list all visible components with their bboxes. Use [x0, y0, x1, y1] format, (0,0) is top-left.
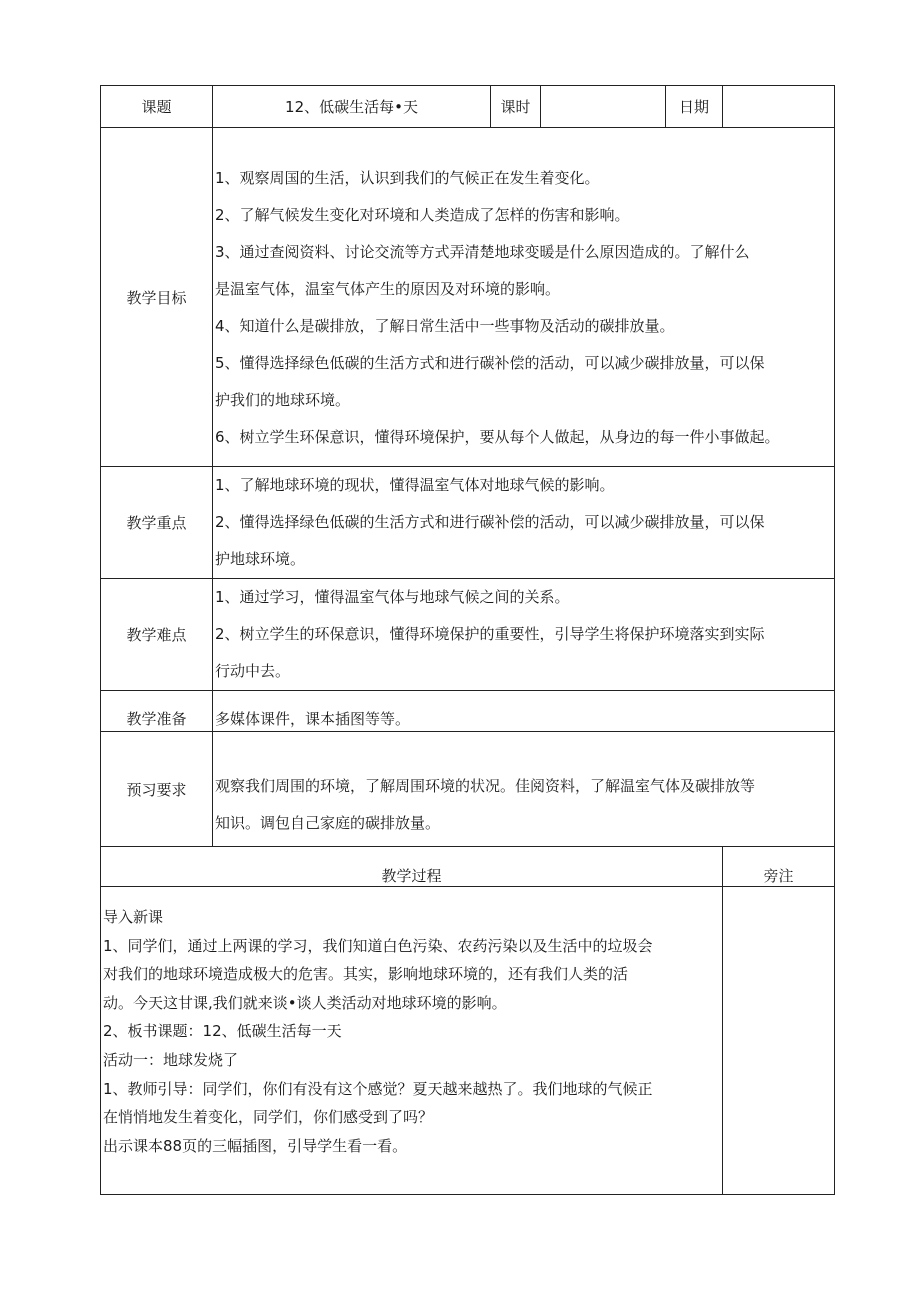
- date-label: 日期: [666, 86, 723, 128]
- preparation-label: 教学准备: [101, 691, 213, 732]
- key-points-content: [213, 467, 835, 579]
- process-line: 动。今天这甘课,我们就来谈•谈人类活动对地球环境的影响。: [103, 993, 507, 1012]
- difficulties-label: 教学难点: [101, 579, 213, 691]
- lesson-plan-table: [100, 85, 835, 1195]
- goals-line: 6、树立学生环保意识，懂得环境保护，要从每个人做起，从身边的每一件小事做起。: [215, 428, 780, 446]
- process-line: 导入新课: [103, 908, 164, 926]
- topic-value: 12、低碳生活每•天: [213, 86, 491, 128]
- process-line: 活动一：地球发烧了: [103, 1050, 239, 1069]
- preparation-row: [101, 691, 835, 732]
- key-points-line: 护地球环境。: [215, 550, 306, 568]
- process-line: 1、教师引导：同学们，你们有没有这个感觉？夏天越来越热了。我们地球的气候正: [103, 1079, 653, 1098]
- difficulties-line: 2、树立学生的环保意识，懂得环境保护的重要性，引导学生将保护环境落实到实际: [215, 625, 765, 643]
- process-body-row: [101, 887, 835, 1195]
- difficulties-row: [101, 579, 835, 691]
- key-points-label: 教学重点: [101, 467, 213, 579]
- process-line: 对我们的地球环境造成极大的危害。其实，影响地球环境的，还有我们人类的活: [103, 965, 629, 984]
- goals-row: [101, 128, 835, 467]
- key-points-row: [101, 467, 835, 579]
- difficulties-line: 行动中去。: [215, 662, 291, 680]
- process-line: 2、板书课题：12、低碳生活每一天: [103, 1022, 342, 1041]
- header-row: [101, 86, 835, 128]
- preparation-content: 多媒体课件，课本插图等等。: [213, 691, 835, 732]
- topic-label: 课题: [101, 86, 213, 128]
- process-line: 在悄悄地发生着变化，同学们，你们感受到了吗？: [103, 1108, 434, 1127]
- lesson-plan-page: [100, 85, 834, 1195]
- goals-line: 5、懂得选择绿色低碳的生活方式和进行碳补偿的活动，可以减少碳排放量，可以保: [215, 354, 765, 372]
- key-points-line: 2、懂得选择绿色低碳的生活方式和进行碳补偿的活动，可以减少碳排放量，可以保: [215, 513, 765, 531]
- process-line: 1、同学们，通过上两课的学习，我们知道白色污染、农药污染以及生活中的垃圾会: [103, 936, 653, 955]
- preview-line: 观察我们周围的环境，了解周围环境的状况。佳阅资料，了解温室气体及碳排放等: [215, 777, 756, 795]
- goals-line: 4、知道什么是碳排放，了解日常生活中一些事物及活动的碳排放量。: [215, 317, 675, 335]
- preview-row: [101, 732, 835, 847]
- date-value: [723, 86, 835, 128]
- goals-line: 2、了解气候发生变化对环境和人类造成了怎样的伤害和影响。: [215, 206, 630, 224]
- key-points-line: 1、了解地球环境的现状，懂得温室气体对地球气候的影响。: [215, 476, 615, 494]
- preview-line: 知识。调包自己家庭的碳排放量。: [215, 814, 441, 832]
- process-header: 教学过程: [101, 847, 723, 887]
- preview-label: 预习要求: [101, 732, 213, 847]
- goals-line: 是温室气体，温室气体产生的原因及对环境的影响。: [215, 280, 561, 298]
- goals-line: 1、观察周国的生活，认识到我们的气候正在发生着变化。: [215, 169, 600, 187]
- notes-header: 旁注: [723, 847, 835, 887]
- period-label: 课时: [491, 86, 541, 128]
- difficulties-content: [213, 579, 835, 691]
- preview-content: [213, 732, 835, 847]
- period-value: [541, 86, 666, 128]
- goals-line: 护我们的地球环境。: [215, 391, 351, 409]
- goals-content: [213, 128, 835, 467]
- notes-content: [723, 887, 835, 1195]
- difficulties-line: 1、通过学习，懂得温室气体与地球气候之间的关系。: [215, 588, 570, 606]
- goals-line: 3、通过查阅资料、讨论交流等方式弄清楚地球变暖是什么原因造成的。了解什么: [215, 243, 750, 261]
- process-header-row: [101, 847, 835, 887]
- process-line: 出示课本88页的三幅插图，引导学生看一看。: [103, 1136, 408, 1155]
- process-content: [101, 887, 723, 1195]
- goals-label: 教学目标: [101, 128, 213, 467]
